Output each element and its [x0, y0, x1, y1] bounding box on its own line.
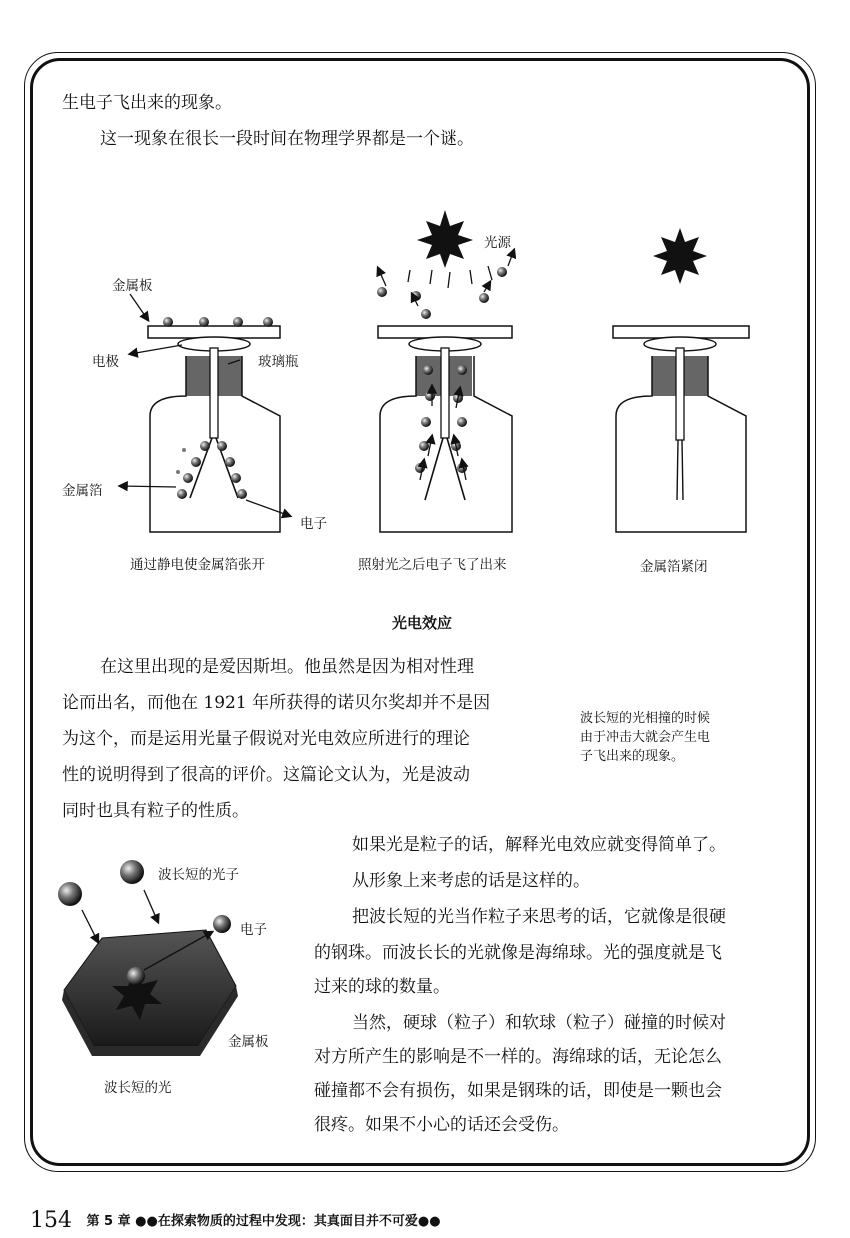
- page-number: 154: [30, 1208, 72, 1233]
- paragraph-3-line-4: 性的说明得到了很高的评价。这篇论文认为，光是波动: [62, 765, 470, 785]
- label-metal-plate-2: 金属板: [228, 1034, 269, 1050]
- paragraph-6-line-1: 把波长短的光当作粒子来思考的话，它就像是很硬: [352, 907, 726, 927]
- page-footer: [30, 1208, 441, 1233]
- paragraph-6-line-3: 过来的球的数量。: [314, 977, 450, 997]
- paragraph-3-line-5: 同时也具有粒子的性质。: [62, 801, 249, 821]
- photoelectric-diagram: [0, 210, 850, 610]
- paragraph-7-line-4: 很疼。如果不小心的话还会受伤。: [314, 1115, 569, 1135]
- label-electrode: 电极: [92, 354, 119, 370]
- label-metal-foil: 金属箔: [62, 483, 103, 499]
- sidenote-line-3: 子飞出来的现象。: [580, 749, 685, 764]
- caption-electrons-fly: 照射光之后电子飞了出来: [358, 557, 507, 573]
- caption-foil-closed: 金属箔紧闭: [640, 559, 708, 575]
- paragraph-5: 从形象上来考虑的话是这样的。: [352, 871, 590, 891]
- paragraph-1: 生电子飞出来的现象。: [62, 93, 232, 113]
- footer-bullets-end: ●●: [417, 1214, 441, 1229]
- figure-title: 光电效应: [392, 614, 453, 632]
- label-electron-2: 电子: [240, 922, 267, 938]
- footer-bullets: ●●: [135, 1214, 158, 1229]
- paragraph-3-line-3: 为这个，而是运用光量子假说对光电效应所进行的理论: [62, 729, 470, 749]
- paragraph-7-line-3: 碰撞都不会有损伤，如果是钢珠的话，即使是一颗也会: [314, 1081, 722, 1101]
- paragraph-3-line-1: 在这里出现的是爱因斯坦。他虽然是因为相对性理: [100, 657, 474, 677]
- bottle-2: [378, 210, 512, 532]
- paragraph-7-line-1: 当然，硬球（粒子）和软球（粒子）碰撞的时候对: [352, 1013, 726, 1033]
- paragraph-2: 这一现象在很长一段时间在物理学界都是一个谜。: [100, 129, 474, 149]
- chapter-label: 第 5 章: [86, 1214, 131, 1229]
- paragraph-3-line-2: 论而出名，而他在 1921 年所获得的诺贝尔奖却并不是因: [62, 693, 491, 713]
- label-light-source: 光源: [484, 235, 511, 251]
- paragraph-6-line-2: 的钢珠。而波长长的光就像是海绵球。光的强度就是飞: [314, 943, 722, 963]
- paragraph-4: 如果光是粒子的话，解释光电效应就变得简单了。: [352, 835, 726, 855]
- sidenote-line-1: 波长短的光相撞的时候: [580, 711, 711, 726]
- sidenote-line-2: 由于冲击大就会产生电: [580, 730, 711, 745]
- metal-plate-hexagon: [62, 930, 238, 1056]
- chapter-title: 在探索物质的过程中发现：其真面目并不可爱: [157, 1214, 418, 1229]
- paragraph-7-line-2: 对方所产生的影响是不一样的。海绵球的话，无论怎么: [314, 1047, 722, 1067]
- bottle-3: [613, 228, 749, 532]
- label-short-photon: 波长短的光子: [158, 867, 239, 883]
- caption-short-wave-light: 波长短的光: [104, 1080, 172, 1096]
- label-glass-bottle: 玻璃瓶: [258, 354, 299, 370]
- label-electron: 电子: [300, 516, 327, 532]
- caption-foil-open: 通过静电使金属箔张开: [130, 557, 265, 573]
- sidenote: [580, 709, 710, 766]
- label-metal-plate: 金属板: [112, 278, 153, 294]
